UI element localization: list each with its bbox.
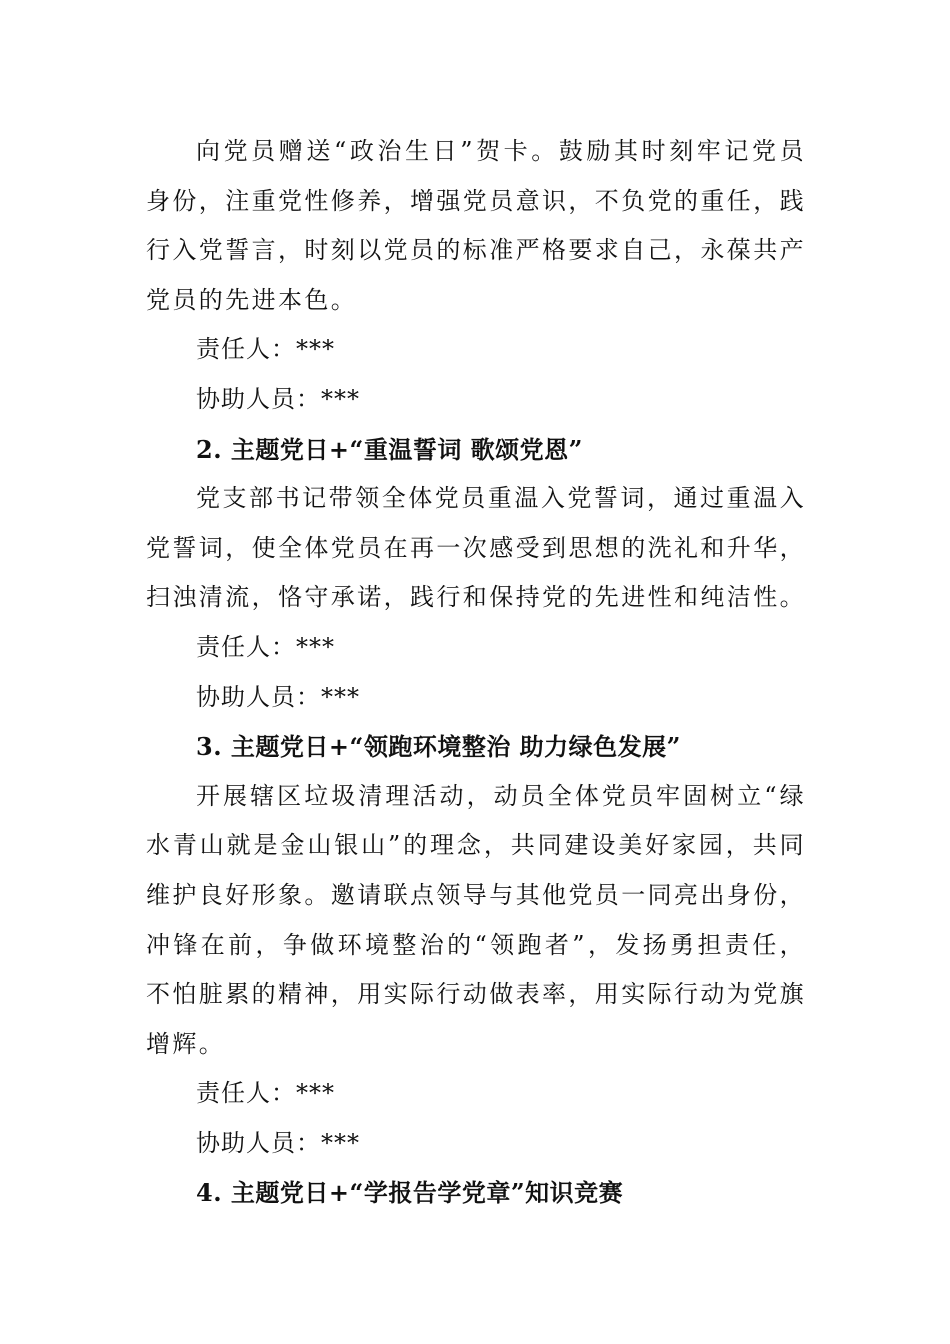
section-2-assistants: 协助人员：*** (196, 682, 360, 711)
intro-paragraph: 向党员赠送“政治生日”贺卡。鼓励其时刻牢记党员身份，注重党性修养，增强党员意识，不负党的重任，践行入党誓言，时刻以党员的标准严格要求自己，永葆共产党员的先进本色。 (146, 137, 806, 314)
section-4-heading: 4. 主题党日+“学报告学党章”知识竞赛 (196, 1178, 624, 1208)
intro-responsible: 责任人：*** (196, 335, 335, 364)
section-3-assistants: 协助人员：*** (196, 1128, 360, 1157)
section-2-paragraph: 党支部书记带领全体党员重温入党誓词，通过重温入党誓词，使全体党员在再一次感受到思想的洗礼和升华，扫浊清流，恪守承诺，践行和保持党的先进性和纯洁性。 (146, 484, 806, 612)
section-3-heading: 3. 主题党日+“领跑环境整治 助力绿色发展” (196, 732, 681, 762)
section-2-heading: 2. 主题党日+“重温誓词 歌颂党恩” (196, 434, 583, 464)
section-2-responsible: 责任人：*** (196, 632, 335, 661)
intro-assistants: 协助人员：*** (196, 384, 360, 413)
section-3-paragraph: 开展辖区垃圾清理活动，动员全体党员牢固树立“绿水青山就是金山银山”的理念，共同建设美好家园，共同维护良好形象。邀请联点领导与其他党员一同亮出身份，冲锋在前，争做环境整治的“领跑者”，发扬勇担责任，不怕脏累的精神，用实际行动做表率，用实际行动为党旗增辉。 (146, 781, 806, 1058)
section-3-responsible: 责任人：*** (196, 1079, 335, 1108)
document-page (146, 127, 806, 1218)
